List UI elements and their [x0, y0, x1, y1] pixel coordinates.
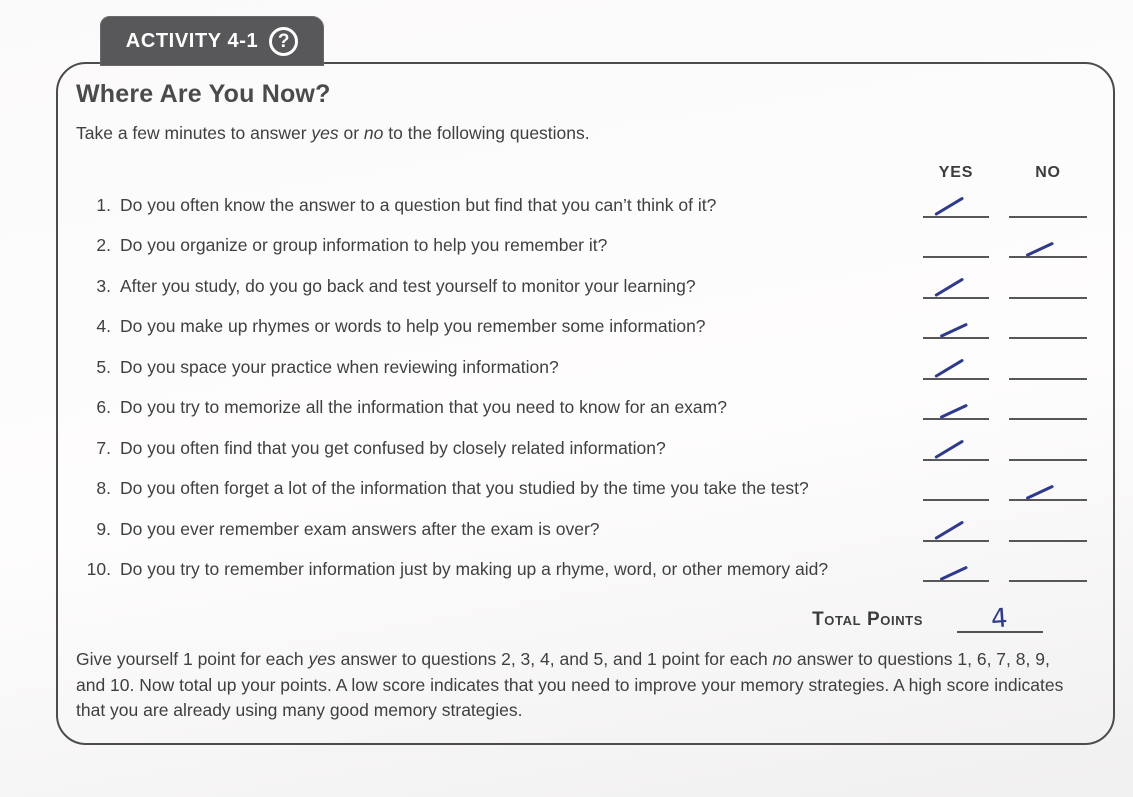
scoring-part3: answer to questions 1, 6, 7, 8, 9, and 10. Now total up your points. A low score indicates that you need to improve your memory strategies. A high score indicates that you are already using many good memory strategies. [76, 649, 1064, 721]
no-checkmark [1026, 241, 1055, 257]
yes-checkmark [934, 197, 964, 217]
question-number: 5. [96, 356, 111, 377]
yes-answer-blank [923, 552, 989, 582]
answer-column-headers [76, 160, 1087, 182]
yes-answer-blank [923, 188, 989, 218]
total-points-value: 4 [989, 603, 1009, 635]
yes-checkmark [940, 565, 969, 581]
question-number: 7. [96, 437, 111, 458]
question-list [76, 182, 1087, 587]
question-text: Do you space your practice when reviewing information? [120, 356, 559, 377]
scoring-yes-word: yes [308, 649, 336, 669]
question-row [76, 385, 1087, 426]
activity-tab [100, 16, 324, 66]
question-row [76, 263, 1087, 304]
yes-checkmark [934, 359, 964, 379]
no-answer-blank [1009, 228, 1087, 258]
instructions-part1: Take a few minutes to answer [76, 123, 312, 143]
yes-answer-blank [923, 350, 989, 380]
yes-answer-blank [923, 471, 989, 501]
question-mark-icon [269, 27, 298, 56]
question-number: 6. [96, 397, 111, 417]
yes-checkmark [940, 322, 969, 338]
question-text: After you study, do you go back and test yourself to monitor your learning? [120, 275, 696, 296]
no-answer-blank [1009, 431, 1087, 461]
page-title: Where Are You Now? [76, 80, 331, 108]
yes-checkmark [934, 521, 964, 541]
question-number: 9. [96, 518, 111, 539]
question-row [76, 547, 1087, 588]
question-row [76, 223, 1087, 264]
question-row [76, 425, 1087, 466]
instructions-no-word: no [363, 123, 384, 143]
question-number: 2. [96, 235, 111, 255]
scoring-part1: Give yourself 1 point for each [76, 649, 309, 669]
question-number: 10. [86, 559, 111, 579]
no-answer-blank [1009, 512, 1087, 542]
question-number: 3. [96, 275, 111, 296]
no-answer-blank [1009, 309, 1087, 339]
no-column-header: NO [1035, 164, 1061, 181]
question-text: Do you make up rhymes or words to help you remember some information? [120, 316, 706, 336]
question-row [76, 506, 1087, 547]
instructions-part3: to the following questions. [383, 123, 590, 143]
question-text: Do you ever remember exam answers after the exam is over? [120, 518, 600, 539]
total-points-blank [957, 597, 1043, 633]
yes-checkmark [934, 278, 964, 298]
instructions-text [76, 123, 1087, 144]
scoring-instructions [76, 647, 1087, 724]
yes-answer-blank [923, 269, 989, 299]
question-number: 1. [96, 194, 111, 215]
no-answer-blank [1009, 269, 1087, 299]
yes-checkmark [934, 440, 964, 460]
scoring-part2: answer to questions 2, 3, 4, and 5, and 1 point for each [335, 649, 773, 669]
total-points-label: Total Points [812, 609, 923, 630]
instructions-yes-word: yes [311, 123, 339, 143]
question-text: Do you often know the answer to a question but find that you can’t think of it? [120, 194, 717, 215]
question-row [76, 344, 1087, 385]
total-points-row [76, 597, 1087, 633]
yes-answer-blank [923, 512, 989, 542]
yes-answer-blank [923, 228, 989, 258]
question-text: Do you often find that you get confused by closely related information? [120, 437, 666, 458]
question-row [76, 304, 1087, 345]
activity-tab-label: ACTIVITY 4-1 [125, 29, 259, 52]
question-text: Do you try to remember information just by making up a rhyme, word, or other memory aid? [120, 559, 829, 579]
no-answer-blank [1009, 471, 1087, 501]
yes-answer-blank [923, 390, 989, 420]
no-answer-blank [1009, 390, 1087, 420]
question-row [76, 466, 1087, 507]
scoring-no-word: no [772, 649, 793, 669]
no-answer-blank [1009, 552, 1087, 582]
no-answer-blank [1009, 188, 1087, 218]
yes-answer-blank [923, 431, 989, 461]
no-answer-blank [1009, 350, 1087, 380]
yes-answer-blank [923, 309, 989, 339]
question-row [76, 182, 1087, 223]
question-number: 8. [96, 478, 111, 498]
activity-panel [56, 62, 1115, 745]
no-checkmark [1026, 484, 1055, 500]
instructions-part2: or [338, 123, 364, 143]
yes-column-header: YES [938, 164, 974, 181]
question-mark-glyph: ? [277, 30, 290, 52]
question-text: Do you try to memorize all the information that you need to know for an exam? [120, 397, 727, 417]
question-text: Do you often forget a lot of the information that you studied by the time you take the test? [120, 478, 809, 498]
yes-checkmark [940, 403, 969, 419]
question-text: Do you organize or group information to help you remember it? [120, 235, 608, 255]
question-number: 4. [96, 316, 111, 336]
